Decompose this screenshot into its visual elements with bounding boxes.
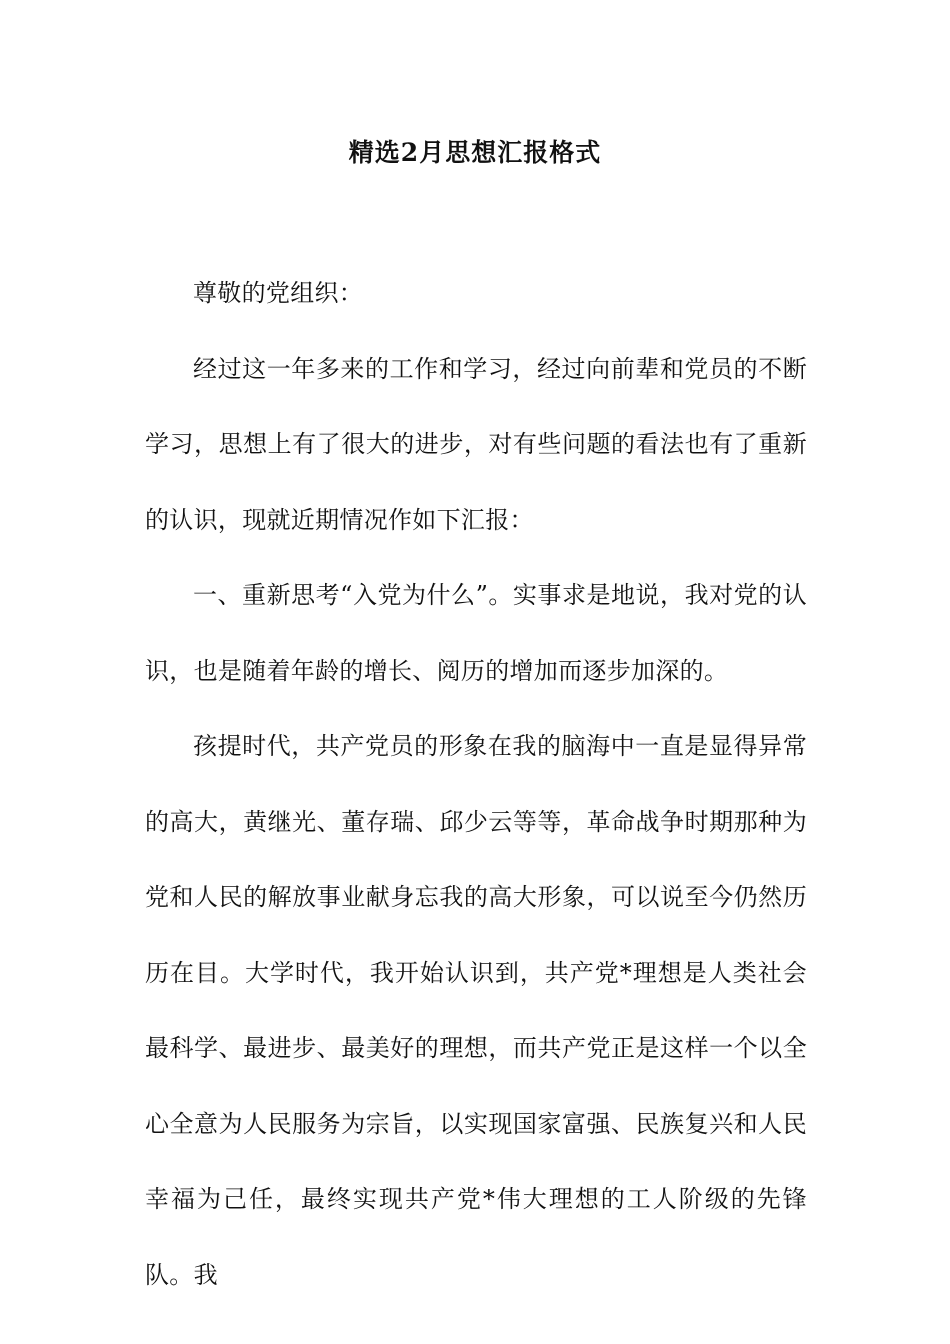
paragraph-section-one: 一、重新思考“入党为什么”。实事求是地说，我对党的认识，也是随着年龄的增长、阅历的增加而逐步加深的。 (145, 581, 807, 685)
paragraph-intro: 经过这一年多来的工作和学习，经过向前辈和党员的不断学习，思想上有了很大的进步，对有些问题的看法也有了重新的认识，现就近期情况作如下汇报： (145, 354, 807, 534)
document-body (145, 256, 807, 1313)
salutation: 尊敬的党组织： (193, 279, 364, 307)
document-title: 精选2月思想汇报格式 (348, 138, 602, 167)
paragraph-childhood: 孩提时代，共产党员的形象在我的脑海中一直是显得异常的高大，黄继光、董存瑞、邱少云等等，革命战争时期那种为党和人民的解放事业献身忘我的高大形象，可以说至今仍然历历在目。大学时代，我开始认识到，共产党*理想是人类社会最科学、最进步、最美好的理想，而共产党正是这样一个以全心全意为人民服务为宗旨，以实现国家富强、民族复兴和人民幸福为己任，最终实现共产党*伟大理想的工人阶级的先锋队。我 (145, 732, 807, 1289)
